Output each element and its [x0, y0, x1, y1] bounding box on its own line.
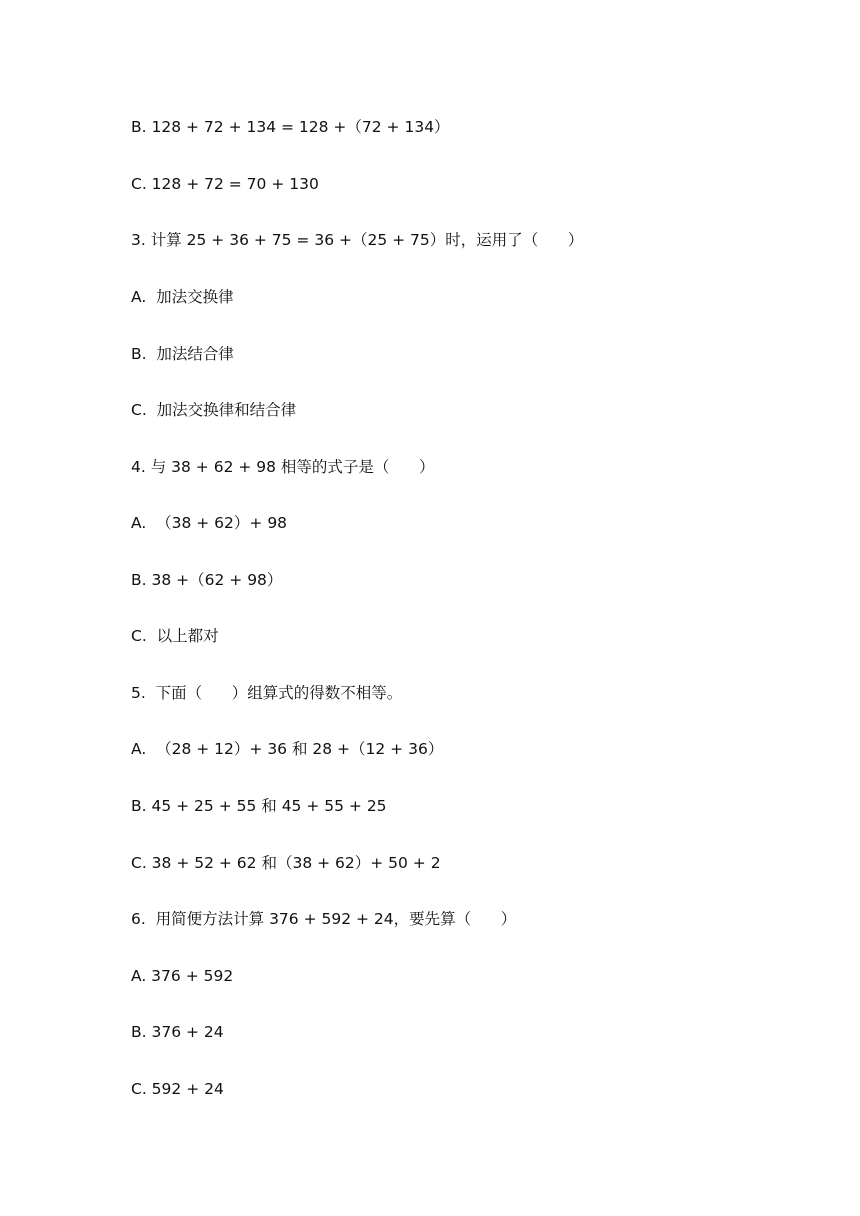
q5-option-a: A. （28 + 12）+ 36 和 28 +（12 + 36）	[131, 740, 444, 758]
q5-option-b: B. 45 + 25 + 55 和 45 + 55 + 25	[131, 797, 387, 815]
question-6: 6. 用简便方法计算 376 + 592 + 24，要先算（ ）	[131, 910, 517, 928]
q5-option-c: C. 38 + 52 + 62 和（38 + 62）+ 50 + 2	[131, 854, 441, 872]
question-3: 3. 计算 25 + 36 + 75 = 36 +（25 + 75）时，运用了（ ）	[131, 231, 584, 249]
q3-option-b: B. 加法结合律	[131, 345, 234, 363]
q4-option-b: B. 38 +（62 + 98）	[131, 571, 283, 589]
q6-option-a: A. 376 + 592	[131, 967, 234, 985]
question-5: 5. 下面（ ）组算式的得数不相等。	[131, 684, 403, 702]
q6-option-c: C. 592 + 24	[131, 1080, 224, 1098]
q3-option-a: A. 加法交换律	[131, 288, 234, 306]
q4-option-a: A. （38 + 62）+ 98	[131, 514, 288, 532]
q3-option-c: C. 加法交换律和结合律	[131, 401, 297, 419]
q2-option-b: B. 128 + 72 + 134 = 128 +（72 + 134）	[131, 118, 450, 136]
q6-option-b: B. 376 + 24	[131, 1023, 224, 1041]
q4-option-c: C. 以上都对	[131, 627, 219, 645]
q2-option-c: C. 128 + 72 = 70 + 130	[131, 175, 319, 193]
question-4: 4. 与 38 + 62 + 98 相等的式子是（ ）	[131, 458, 435, 476]
